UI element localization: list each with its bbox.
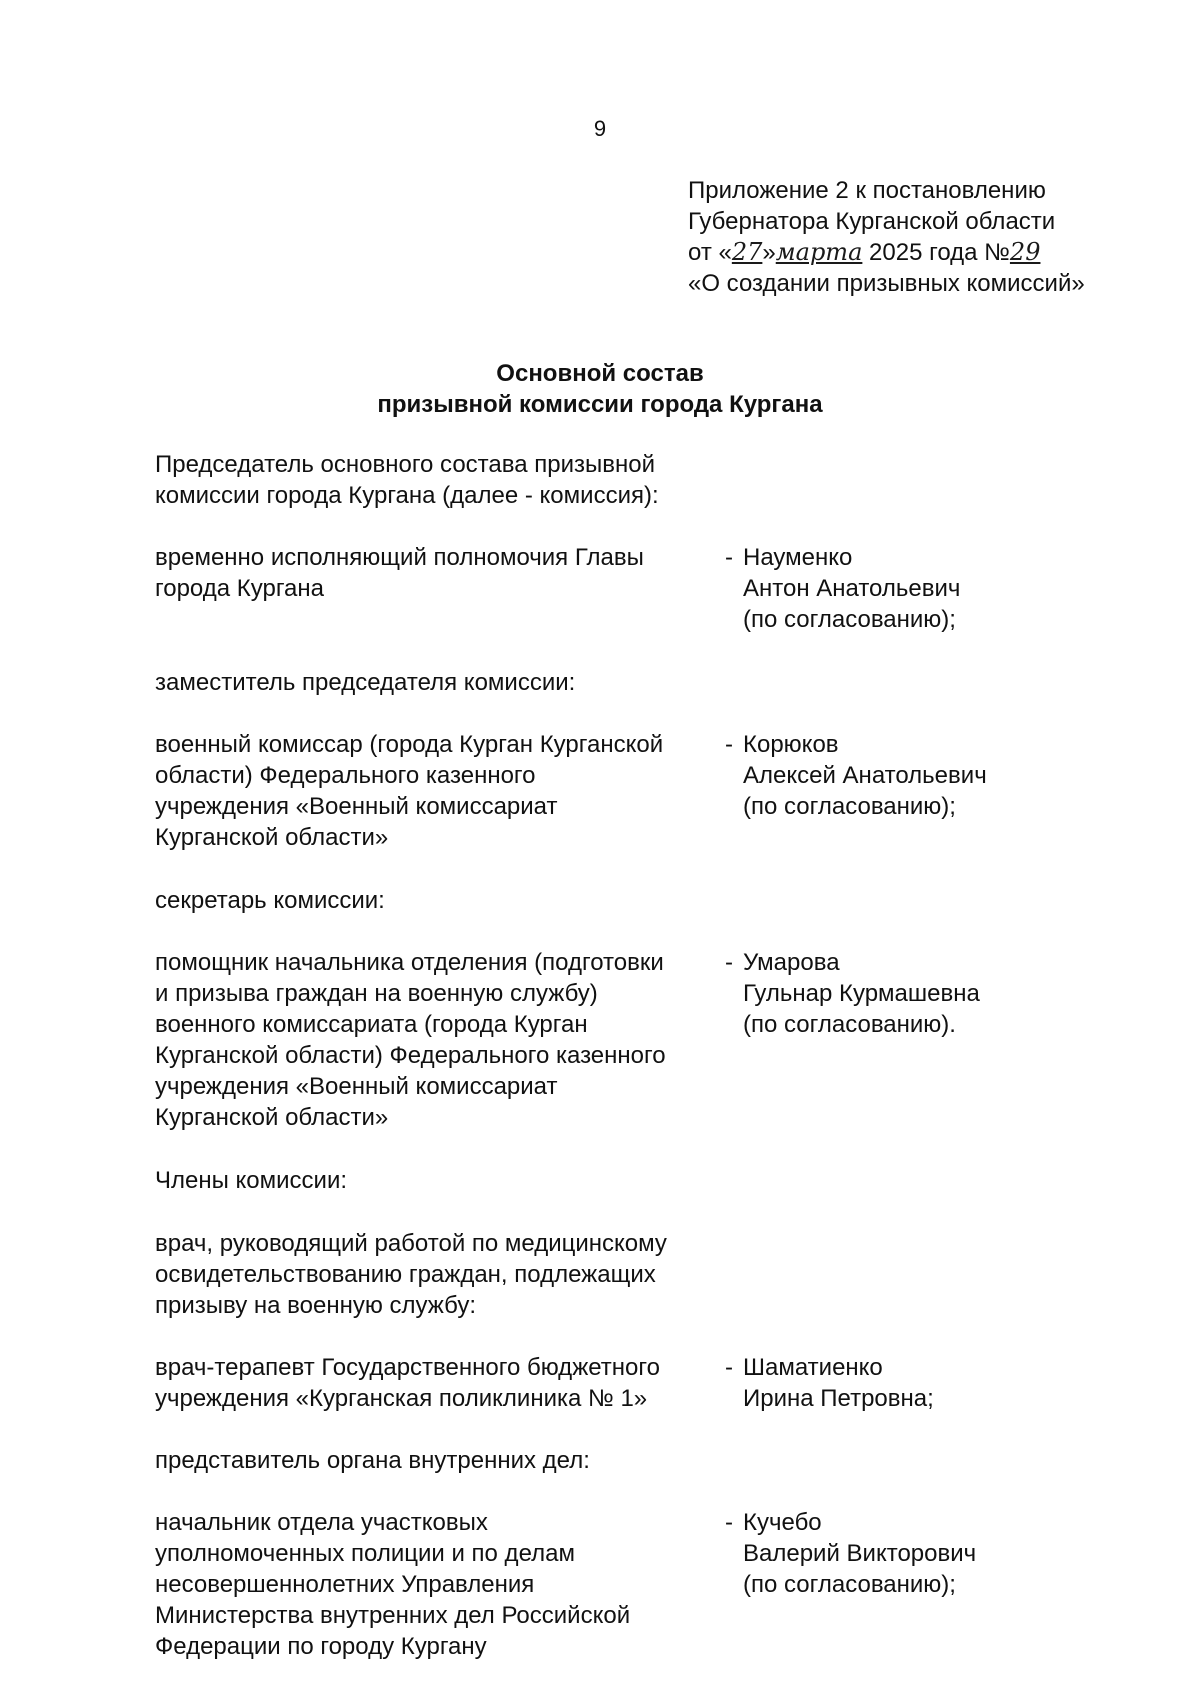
page-number: 9	[593, 116, 607, 141]
deputy-entry	[155, 729, 1055, 853]
position-line: Министерства внутренних дел Российской	[155, 1602, 631, 1629]
doctor-name	[743, 1352, 934, 1414]
name-line: (по согласованию);	[743, 606, 956, 633]
name-line: Умарова	[743, 949, 840, 976]
doctor-heading	[155, 1228, 1055, 1321]
position-line: Федерации по городу Кургану	[155, 1633, 487, 1660]
position-line: города Кургана	[155, 575, 324, 602]
name-line: Антон Анатольевич	[743, 575, 961, 602]
name-line: Корюков	[743, 731, 839, 758]
deputy-name	[743, 729, 987, 822]
dash: -	[725, 1354, 733, 1381]
dash: -	[725, 544, 733, 571]
doctor-heading-line: врач, руководящий работой по медицинскому	[155, 1230, 667, 1257]
position-line: военного комиссариата (города Курган	[155, 1011, 588, 1038]
doctor-heading-line: призыву на военную службу:	[155, 1292, 476, 1319]
position-line: врач-терапевт Государственного бюджетного	[155, 1354, 660, 1381]
secretary-entry	[155, 947, 1055, 1133]
position-line: уполномоченных полиции и по делам	[155, 1540, 575, 1567]
secretary-person	[725, 947, 980, 1040]
name-line: (по согласованию);	[743, 1571, 956, 1598]
name-line: Ирина Петровна;	[743, 1385, 934, 1412]
chair-name	[743, 542, 960, 635]
police-heading: представитель органа внутренних дел:	[155, 1447, 590, 1474]
position-line: и призыва граждан на военную службу)	[155, 980, 598, 1007]
position-line: Курганской области»	[155, 824, 389, 851]
position-line: временно исполняющий полномочия Главы	[155, 544, 644, 571]
position-line: военный комиссар (города Курган Курганской	[155, 731, 664, 758]
position-line: начальник отдела участковых	[155, 1509, 488, 1536]
handwritten-month: марта	[775, 238, 863, 266]
name-line: (по согласованию);	[743, 793, 956, 820]
secretary-heading: секретарь комиссии:	[155, 887, 385, 914]
police-entry	[155, 1507, 1055, 1662]
police-name	[743, 1507, 976, 1600]
document-title	[0, 358, 1200, 420]
name-line: (по согласованию).	[743, 1011, 956, 1038]
appendix-line-1: Приложение 2 к постановлению	[688, 177, 1046, 204]
position-line: Курганской области»	[155, 1104, 389, 1131]
position-line: учреждения «Военный комиссариат	[155, 793, 558, 820]
title-line-1: Основной состав	[496, 360, 704, 387]
appendix-date-mid: »	[762, 239, 776, 266]
deputy-position	[155, 729, 725, 853]
position-line: учреждения «Курганская поликлиника № 1»	[155, 1385, 648, 1412]
name-line: Шаматиенко	[743, 1354, 883, 1381]
appendix-line-4: «О создании призывных комиссий»	[688, 270, 1085, 297]
position-line: помощник начальника отделения (подготовки	[155, 949, 664, 976]
dash: -	[725, 1509, 733, 1536]
name-line: Алексей Анатольевич	[743, 762, 987, 789]
dash: -	[725, 949, 733, 976]
members-heading: Члены комиссии:	[155, 1167, 348, 1194]
secretary-position	[155, 947, 725, 1133]
chair-entry	[155, 542, 1055, 635]
name-line: Науменко	[743, 544, 853, 571]
position-line: несовершеннолетних Управления	[155, 1571, 535, 1598]
appendix-line-3	[688, 237, 1158, 268]
handwritten-day: 27	[731, 238, 763, 266]
police-position	[155, 1507, 725, 1662]
chair-person	[725, 542, 960, 635]
name-line: Гульнар Курмашевна	[743, 980, 980, 1007]
appendix-date-prefix: от «	[688, 239, 732, 266]
chair-heading-line: комиссии города Кургана (далее - комиссия):	[155, 482, 659, 509]
appendix-year: 2025 года №	[862, 239, 1010, 266]
position-line: учреждения «Военный комиссариат	[155, 1073, 558, 1100]
dash: -	[725, 731, 733, 758]
name-line: Валерий Викторович	[743, 1540, 977, 1567]
police-person	[725, 1507, 976, 1600]
deputy-heading: заместитель председателя комиссии:	[155, 669, 576, 696]
doctor-person	[725, 1352, 934, 1414]
chair-position	[155, 542, 725, 604]
appendix-line-2: Губернатора Курганской области	[688, 208, 1056, 235]
doctor-entry	[155, 1352, 1055, 1414]
position-line: Курганской области) Федерального казенного	[155, 1042, 666, 1069]
title-line-2: призывной комиссии города Кургана	[377, 391, 823, 418]
appendix-header	[688, 175, 1158, 299]
position-line: области) Федерального казенного	[155, 762, 536, 789]
name-line: Кучебо	[743, 1509, 822, 1536]
chair-heading-line: Председатель основного состава призывной	[155, 451, 656, 478]
handwritten-number: 29	[1009, 238, 1041, 266]
deputy-person	[725, 729, 987, 822]
secretary-name	[743, 947, 980, 1040]
doctor-position	[155, 1352, 725, 1414]
chair-heading	[155, 449, 1055, 511]
doctor-heading-line: освидетельствованию граждан, подлежащих	[155, 1261, 656, 1288]
